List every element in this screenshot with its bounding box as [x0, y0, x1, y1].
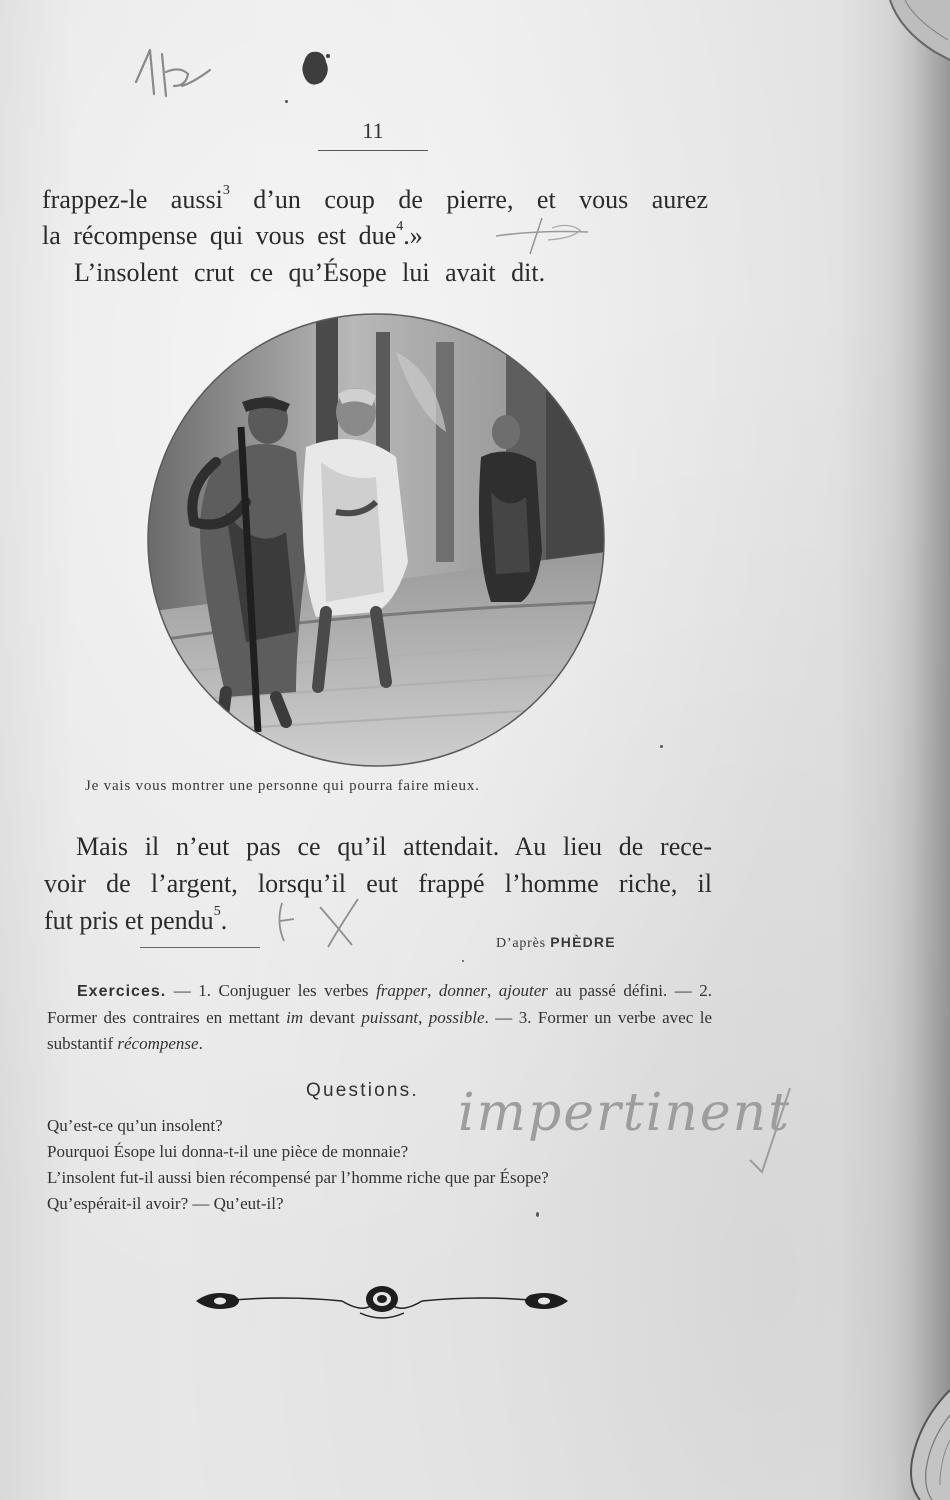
paragraph-1-line-2: la récompense qui vous est due$^4$.»	[42, 219, 423, 250]
exercises-title: Exercices.	[77, 983, 167, 1000]
paragraph-1-line-1: frappez-le aussi$^3$ d’un coup de pierre, et vous aurez	[42, 183, 708, 214]
noun-recompense: récompense	[117, 1034, 199, 1053]
verb-ajouter: ajouter	[498, 981, 548, 1000]
decorative-ornament	[192, 1283, 572, 1319]
worn-corner-bottom	[860, 1390, 950, 1500]
adj-possible: possible	[428, 1008, 485, 1027]
verb-donner: donner	[438, 981, 488, 1000]
source-attribution	[496, 934, 616, 952]
closing-rule	[140, 947, 260, 948]
source-prefix: D’après	[496, 936, 546, 951]
question-item: Qu’est-ce qu’un insolent?	[47, 1116, 223, 1135]
page-edge-shadow	[890, 0, 950, 1500]
adj-puissant: puissant	[361, 1008, 419, 1027]
footnote-ref-4: 4	[396, 219, 404, 235]
page-number: 11	[362, 118, 384, 143]
paragraph-2-line-1: Mais il n’eut pas ce qu’il attendait. Au lieu de rece-	[76, 832, 712, 861]
question-item: Qu’espérait-il avoir? — Qu’eut-il?	[47, 1194, 284, 1213]
illustration-caption: Je vais vous montrer une personne qui pourra faire mieux.	[85, 778, 480, 794]
paragraph-1-line-3: L’insolent crut ce qu’Ésope lui avait dit.	[74, 258, 546, 287]
paragraph-2-line-2: voir de l’argent, lorsqu’il eut frappé l’homme riche, il	[44, 869, 712, 898]
page-number-rule	[318, 150, 428, 151]
exercises-block: Exercices. — 1. Conjuguer les verbes frapper, donner, ajouter au passé défini. — 2. Former des contraires en mettant im devant puissant, possible. — 3. Former un verbe avec le substantif récompense.	[47, 981, 713, 1053]
footnote-ref-5: 5	[213, 904, 221, 920]
verb-frapper: frapper	[376, 981, 428, 1000]
top-mark-text: 14	[228, 42, 229, 43]
pencil-annotation-x	[272, 893, 382, 953]
fable-illustration	[146, 312, 606, 767]
questions-title: Questions.	[306, 1080, 419, 1101]
question-item: Pourquoi Ésope lui donna-t-il une pièce de monnaie?	[47, 1142, 409, 1161]
ink-blot	[298, 48, 332, 88]
paragraph-1	[42, 182, 708, 292]
question-item: L’insolent fut-il aussi bien récompensé par l’homme riche que par Ésope?	[47, 1168, 549, 1187]
worn-corner-top	[860, 0, 950, 70]
source-author: PHÈDRE	[550, 934, 616, 950]
footnote-ref-3: 3	[222, 183, 230, 199]
handwritten-number-mark	[128, 42, 229, 102]
pencil-annotation-plus	[478, 210, 608, 260]
prefix-im: im	[286, 1008, 304, 1027]
paragraph-2-line-3: fut pris et pendu$^5$.	[44, 904, 228, 935]
handwritten-note-text: impertinent	[458, 1083, 792, 1143]
handwritten-note	[450, 1068, 840, 1178]
